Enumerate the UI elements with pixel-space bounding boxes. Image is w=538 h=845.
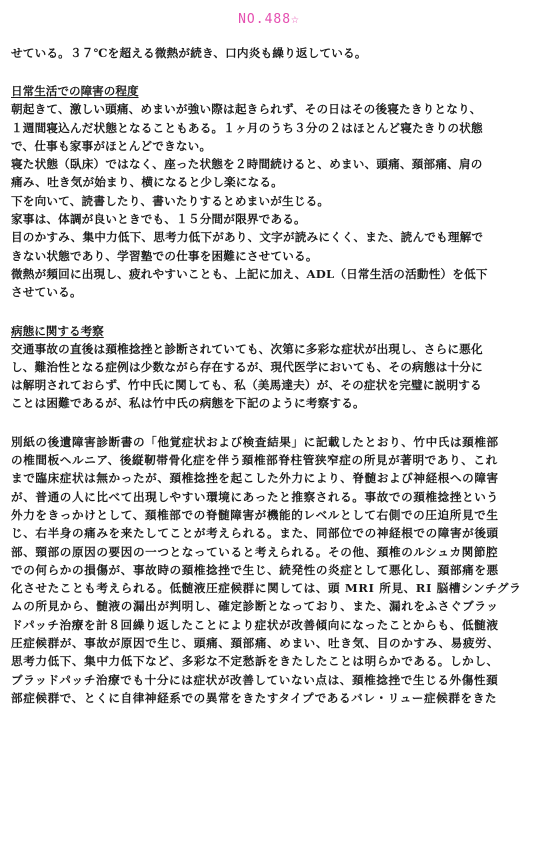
body-line: ブラッドパッチ治療でも十分には症状が改善していない点は、頚椎捻挫で生じる外傷性頚 — [11, 672, 499, 687]
body-line: 化させたことも考えられる。低髄液圧症候群に関しては、頭 MRI 所見、RI 脳槽シンチグラ — [11, 581, 522, 596]
body-line: じ、右半身の痛みを来たしてことが考えられる。また、同部位での神経根での障害が後頭 — [11, 526, 499, 541]
body-line: で、仕事も家事がほとんどできない。 — [11, 138, 212, 153]
body-line: ドパッチ治療を計８回繰り返したことにより症状が改善傾向になったことからも、低髄液 — [11, 617, 499, 632]
body-line: 家事は、体調が良いときでも、１５分間が限界である。 — [11, 212, 306, 227]
body-line: 微熱が頻回に出現し、疲れやすいことも、上記に加え、ADL（日常生活の活動性）を低下 — [11, 266, 488, 281]
section-heading-daily-life: 日常生活での障害の程度 — [11, 84, 139, 99]
intro-line: せている。３７℃を超える微熱が続き、口内炎も繰り返している。 — [11, 46, 367, 60]
body-line: 目のかすみ、集中力低下、思考力低下があり、文字が読みにくく、また、読んでも理解で — [11, 230, 484, 245]
body-line: きない状態であり、学習塾での仕事を困難にさせている。 — [11, 248, 318, 263]
body-line: 別紙の後遺障害診断書の「他覚症状および検査結果」に記載したとおり、竹中氏は頚椎部 — [11, 434, 499, 449]
section-detail-body — [11, 433, 527, 707]
body-line: 外力をきっかけとして、頚椎部での脊髄障害が機能的レベルとして右側での圧迫所見で生 — [11, 507, 499, 522]
body-line: 思考力低下、集中力低下など、多彩な不定愁訴をきたしたことは明らかである。しかし、 — [11, 654, 499, 669]
body-line: 交通事故の直後は頚椎捻挫と診断されていても、次第に多彩な症状が出現し、さらに悪化 — [11, 341, 483, 356]
body-line: は解明されておらず、竹中氏に関しても、私（美馬達夫）が、その症状を完璧に説明する — [11, 378, 482, 393]
section-heading-pathology: 病態に関する考察 — [11, 323, 104, 338]
section-daily-life-body — [11, 100, 527, 301]
body-line: 寝た状態（臥床）ではなく、座った状態を２時間続けると、めまい、頭痛、頚部痛、肩の — [11, 157, 483, 172]
spacer — [11, 302, 527, 322]
body-line: １週間寝込んだ状態となることもある。１ヶ月のうち３分の２はほとんど寝たきりの状態 — [11, 120, 483, 135]
body-line: の椎間板ヘルニア、後縦靭帯骨化症を伴う頚椎部脊柱管狭窄症の所見が著明であり、これ — [11, 453, 498, 468]
body-line: 部症候群で、とくに自律神経系での異常をきたすタイプであるバレ・リュー症候群をきた — [11, 690, 498, 705]
body-line: 圧症候群が、事故が原因で生じ、頭痛、頚部痛、めまい、吐き気、目のかすみ、易疲労、 — [11, 636, 500, 651]
body-line: 下を向いて、読書したり、書いたりするとめまいが生じる。 — [11, 193, 330, 208]
page-number: NO.488☆ — [238, 12, 300, 27]
document-body — [11, 44, 527, 707]
spacer — [11, 62, 527, 82]
section-pathology-body — [11, 340, 527, 413]
body-line: ことは困難であるが、私は竹中氏の病態を下記のように考察する。 — [11, 396, 365, 411]
body-line: ムの所見から、髄液の漏出が判明し、確定診断となっており、また、漏れをふさぐブラッ — [11, 599, 499, 614]
body-line: 部、頸部の原因の要因の一つとなっていると考えられる。その他、頚椎のルシュカ関節腔 — [11, 544, 499, 559]
spacer — [11, 413, 527, 433]
body-line: させている。 — [11, 285, 82, 300]
body-line: が、普通の人に比べて出現しやすい環境にあったと推察される。事故での頚椎捻挫という — [11, 489, 499, 504]
body-line: での何らかの損傷が、事故時の頚椎捻挫で生じ、続発性の炎症として悪化し、頚部痛を悪 — [11, 562, 499, 577]
body-line: まで臨床症状は無かったが、頚椎捻挫を起こした外力により、脊髄および神経根への障害 — [11, 471, 499, 486]
body-line: 痛み、吐き気が始まり、横になると少し楽になる。 — [11, 175, 283, 190]
body-line: し、難治性となる症例は少数ながら存在するが、現代医学においても、その病態は十分に — [11, 359, 483, 374]
body-line: 朝起きて、激しい頭痛、めまいが強い際は起きられず、その日はその後寝たきりとなり、 — [11, 102, 482, 117]
